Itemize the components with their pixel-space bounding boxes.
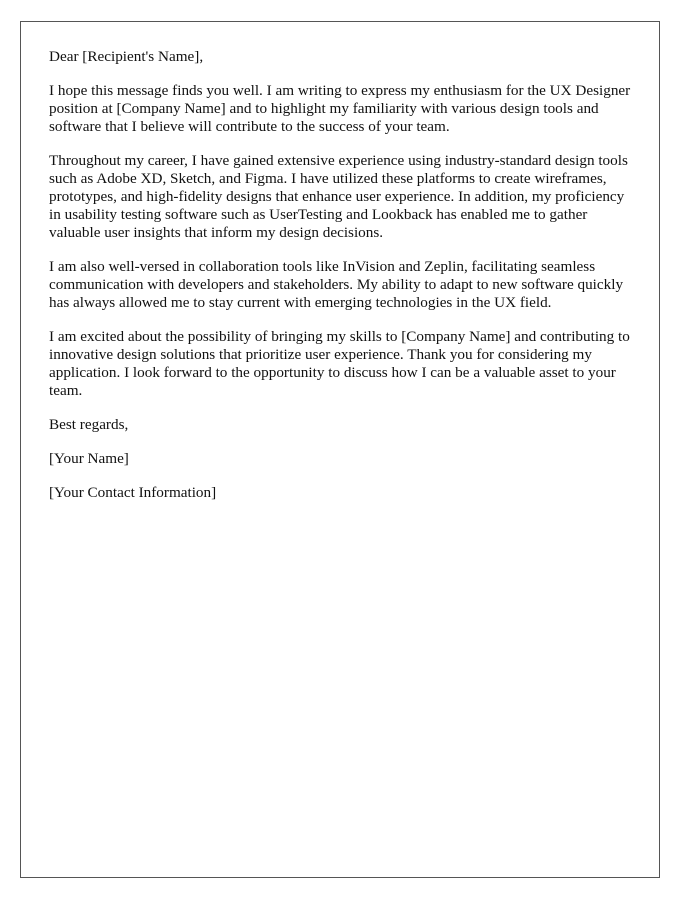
paragraph-collaboration: I am also well-versed in collaboration tools like InVision and Zeplin, facilitating seamless communication with developers and stakeholders. My ability to adapt to new software quickly has always allowed me to stay current with emerging technologies in the UX field. bbox=[49, 258, 624, 311]
greeting: Dear [Recipient's Name], bbox=[49, 48, 204, 65]
sender-contact: [Your Contact Information] bbox=[49, 484, 217, 501]
paragraph-experience: Throughout my career, I have gained extensive experience using industry-standard design tools such as Adobe XD, Sketch, and Figma. I have utilized these platforms to create wireframes, prototypes, and high-fidelity designs that enhance user experience. In addition, my proficiency in usability testing software such as UserTesting and Lookback has enabled me to gather valuable user insights that inform my design decisions. bbox=[49, 152, 628, 241]
paragraph-closing: I am excited about the possibility of bringing my skills to [Company Name] and contributing to innovative design solutions that prioritize user experience. Thank you for considering my application. I look forward to the opportunity to discuss how I can be a valuable asset to your team. bbox=[49, 328, 630, 399]
letter-body bbox=[49, 48, 639, 518]
sender-name: [Your Name] bbox=[49, 450, 129, 467]
paragraph-intro: I hope this message finds you well. I am writing to express my enthusiasm for the UX Designer position at [Company Name] and to highlight my familiarity with various design tools and software that I believe will contribute to the success of your team. bbox=[49, 82, 631, 135]
sign-off: Best regards, bbox=[49, 416, 129, 433]
letter-page bbox=[20, 21, 660, 878]
